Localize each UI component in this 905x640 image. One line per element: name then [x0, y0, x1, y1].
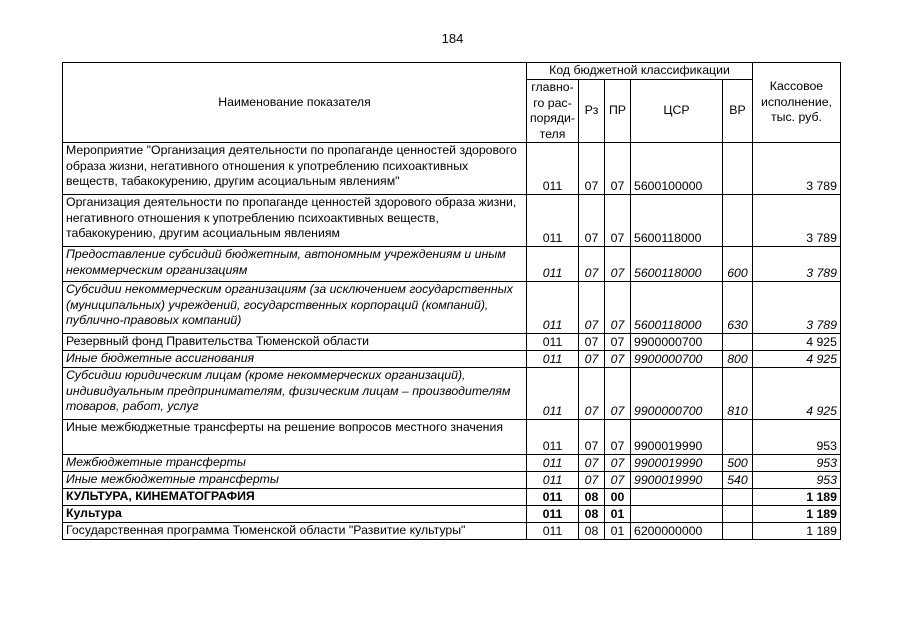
row-rz-code: 08	[578, 523, 604, 540]
row-rz-code: 07	[578, 420, 604, 455]
header-pr: ПР	[604, 80, 630, 143]
row-name: Субсидии некоммерческим организациям (за исключением государственных (муниципальных) учреждений, государственных корпораций (компаний), публично-правовых компаний)	[63, 282, 527, 334]
table-row	[63, 351, 841, 368]
table-row	[63, 455, 841, 472]
row-rz-code: 07	[578, 472, 604, 489]
row-csr-code: 9900000700	[630, 334, 722, 351]
row-pr-code: 07	[604, 282, 630, 334]
row-rz-code: 07	[578, 351, 604, 368]
header-classification-code: Код бюджетной классификации	[527, 63, 753, 80]
table-row	[63, 195, 841, 247]
row-name: Субсидии юридическим лицам (кроме некоммерческих организаций), индивидуальным предпринимателям, физическим лицам – производителям товаров, работ, услуг	[63, 368, 527, 420]
row-csr-code: 6200000000	[630, 523, 722, 540]
header-vr: ВР	[722, 80, 752, 143]
row-amount: 953	[752, 472, 840, 489]
row-csr-code: 5600118000	[630, 195, 722, 247]
header-name: Наименование показателя	[63, 63, 527, 143]
row-pr-code: 07	[604, 195, 630, 247]
row-admin-code: 011	[527, 247, 579, 282]
row-rz-code: 08	[578, 506, 604, 523]
row-admin-code: 011	[527, 523, 579, 540]
row-vr-code	[722, 195, 752, 247]
table-body	[63, 143, 841, 540]
row-pr-code: 07	[604, 143, 630, 195]
row-name: Иные межбюджетные трансферты на решение вопросов местного значения	[63, 420, 527, 455]
row-amount: 4 925	[752, 334, 840, 351]
row-name: Межбюджетные трансферты	[63, 455, 527, 472]
row-vr-code	[722, 420, 752, 455]
header-admin: главно-го рас-поряди-теля	[527, 80, 579, 143]
row-csr-code: 9900000700	[630, 368, 722, 420]
row-vr-code: 800	[722, 351, 752, 368]
header-csr: ЦСР	[630, 80, 722, 143]
row-pr-code: 07	[604, 420, 630, 455]
row-csr-code: 9900019990	[630, 472, 722, 489]
header-rz: Рз	[578, 80, 604, 143]
row-pr-code: 07	[604, 351, 630, 368]
budget-table	[62, 62, 841, 540]
row-name: Государственная программа Тюменской области "Развитие культуры"	[63, 523, 527, 540]
row-vr-code: 810	[722, 368, 752, 420]
row-vr-code	[722, 334, 752, 351]
row-pr-code: 01	[604, 523, 630, 540]
row-rz-code: 07	[578, 334, 604, 351]
row-rz-code: 07	[578, 143, 604, 195]
row-amount: 3 789	[752, 143, 840, 195]
table-row	[63, 420, 841, 455]
row-vr-code	[722, 523, 752, 540]
row-amount: 3 789	[752, 282, 840, 334]
table-row	[63, 334, 841, 351]
row-pr-code: 07	[604, 455, 630, 472]
row-name: Резервный фонд Правительства Тюменской области	[63, 334, 527, 351]
row-name: КУЛЬТУРА, КИНЕМАТОГРАФИЯ	[63, 489, 527, 506]
row-rz-code: 07	[578, 247, 604, 282]
row-vr-code: 630	[722, 282, 752, 334]
row-pr-code: 07	[604, 334, 630, 351]
row-amount: 3 789	[752, 247, 840, 282]
row-admin-code: 011	[527, 195, 579, 247]
row-rz-code: 08	[578, 489, 604, 506]
row-admin-code: 011	[527, 472, 579, 489]
row-vr-code: 540	[722, 472, 752, 489]
row-csr-code: 9900000700	[630, 351, 722, 368]
row-pr-code: 01	[604, 506, 630, 523]
row-admin-code: 011	[527, 334, 579, 351]
row-csr-code: 9900019990	[630, 420, 722, 455]
row-csr-code: 5600118000	[630, 247, 722, 282]
table-row	[63, 143, 841, 195]
row-pr-code: 07	[604, 247, 630, 282]
row-amount: 953	[752, 420, 840, 455]
row-admin-code: 011	[527, 368, 579, 420]
row-rz-code: 07	[578, 282, 604, 334]
row-name: Иные бюджетные ассигнования	[63, 351, 527, 368]
row-pr-code: 07	[604, 472, 630, 489]
row-amount: 4 925	[752, 368, 840, 420]
row-csr-code: 5600118000	[630, 282, 722, 334]
row-vr-code: 500	[722, 455, 752, 472]
row-amount: 953	[752, 455, 840, 472]
row-admin-code: 011	[527, 489, 579, 506]
row-admin-code: 011	[527, 506, 579, 523]
header-amount: Кассовое исполнение, тыс. руб.	[752, 63, 840, 143]
table-row	[63, 368, 841, 420]
row-csr-code	[630, 489, 722, 506]
table-row	[63, 247, 841, 282]
row-vr-code: 600	[722, 247, 752, 282]
row-admin-code: 011	[527, 282, 579, 334]
row-amount: 1 189	[752, 506, 840, 523]
row-name: Организация деятельности по пропаганде ценностей здорового образа жизни, негативного отношения к употреблению психоактивных веществ, табакокурению, другим асоциальным явлениям	[63, 195, 527, 247]
table-row	[63, 472, 841, 489]
row-vr-code	[722, 143, 752, 195]
row-amount: 4 925	[752, 351, 840, 368]
table-row	[63, 523, 841, 540]
row-csr-code: 5600100000	[630, 143, 722, 195]
row-pr-code: 07	[604, 368, 630, 420]
row-name: Мероприятие "Организация деятельности по пропаганде ценностей здорового образа жизни, негативного отношения к употреблению психоактивных веществ, табакокурению, другим асоциальным явлениям"	[63, 143, 527, 195]
table-row	[63, 282, 841, 334]
row-admin-code: 011	[527, 351, 579, 368]
row-vr-code	[722, 489, 752, 506]
table-row	[63, 489, 841, 506]
row-amount: 3 789	[752, 195, 840, 247]
row-amount: 1 189	[752, 523, 840, 540]
page-number: 184	[441, 31, 464, 46]
row-pr-code: 00	[604, 489, 630, 506]
row-admin-code: 011	[527, 420, 579, 455]
row-csr-code: 9900019990	[630, 455, 722, 472]
row-rz-code: 07	[578, 455, 604, 472]
table-row	[63, 506, 841, 523]
row-vr-code	[722, 506, 752, 523]
row-amount: 1 189	[752, 489, 840, 506]
row-name: Предоставление субсидий бюджетным, автономным учреждениям и иным некоммерческим организациям	[63, 247, 527, 282]
row-csr-code	[630, 506, 722, 523]
row-admin-code: 011	[527, 143, 579, 195]
row-name: Иные межбюджетные трансферты	[63, 472, 527, 489]
row-rz-code: 07	[578, 195, 604, 247]
row-name: Культура	[63, 506, 527, 523]
row-admin-code: 011	[527, 455, 579, 472]
row-rz-code: 07	[578, 368, 604, 420]
